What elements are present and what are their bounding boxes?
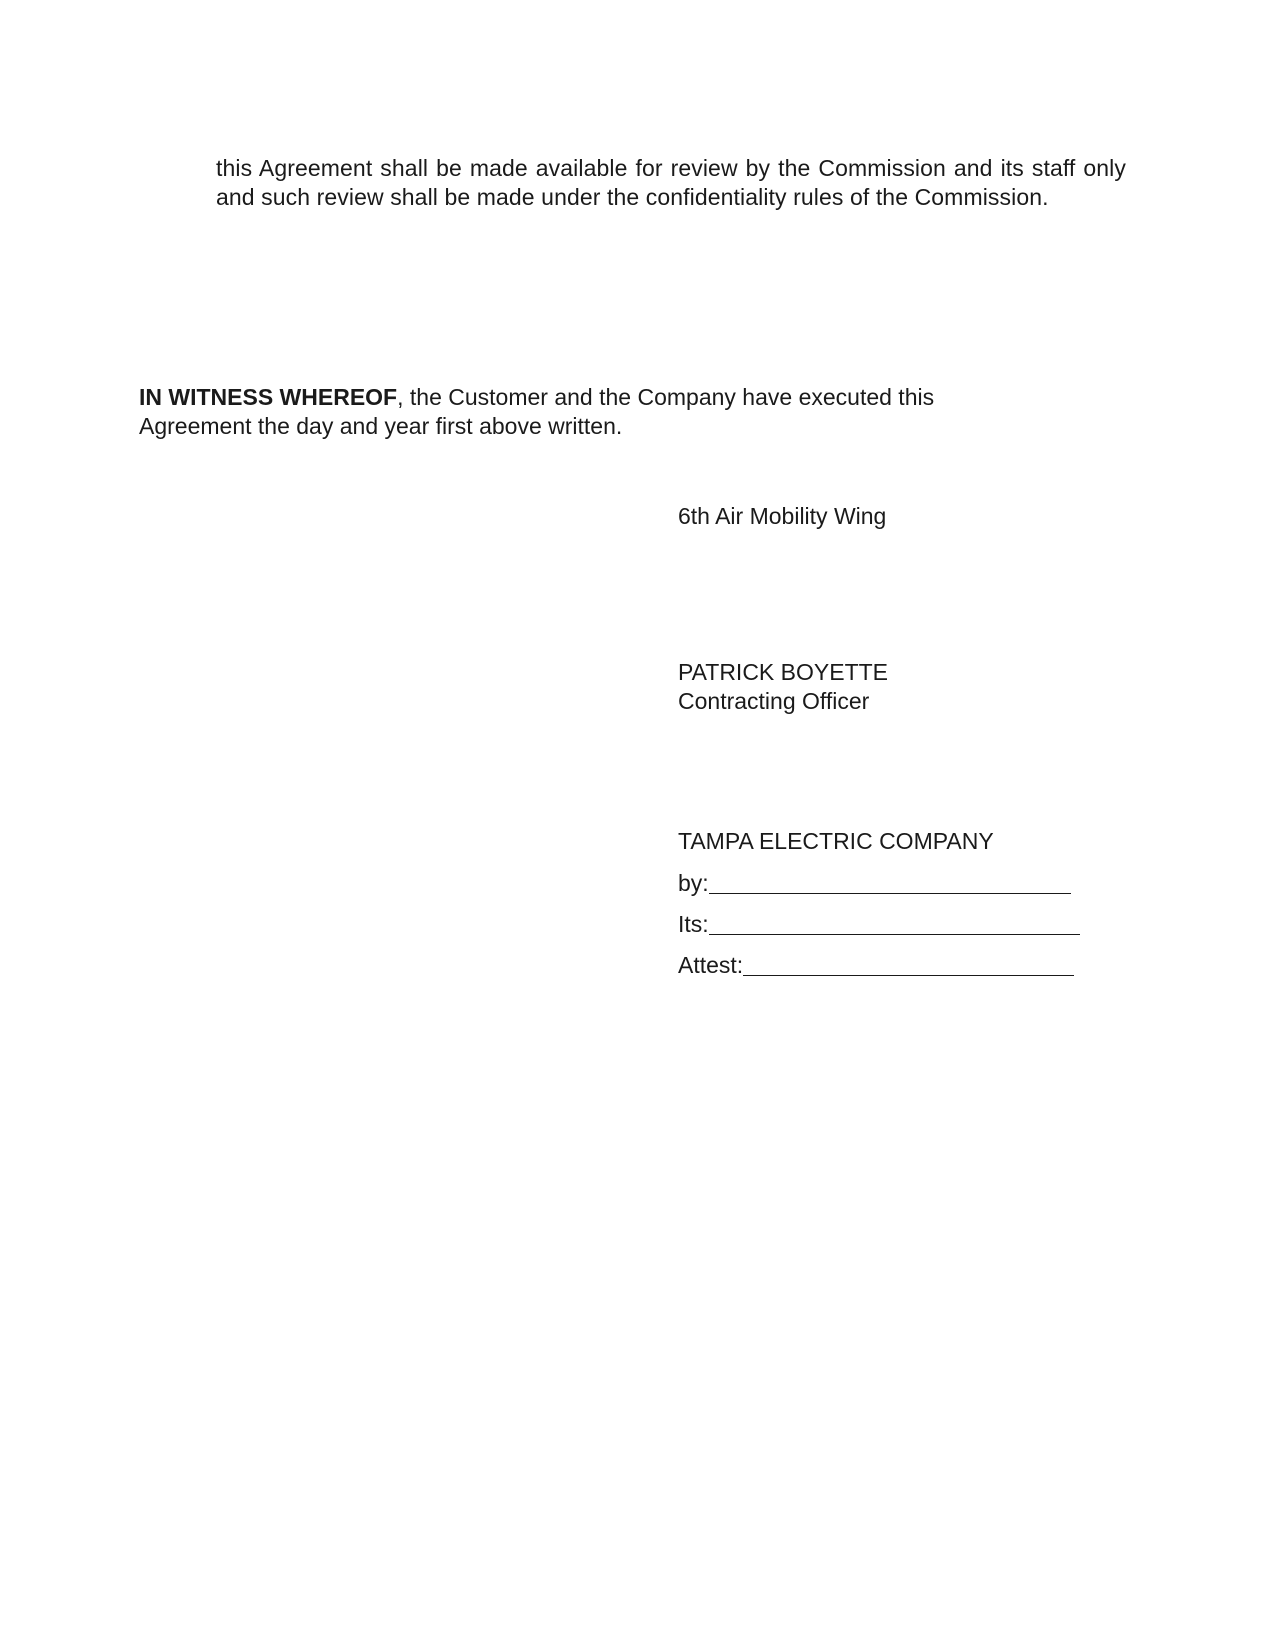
by-signature-rule (709, 892, 1071, 894)
attest-signature-rule (743, 974, 1074, 976)
customer-organization: 6th Air Mobility Wing (678, 503, 887, 529)
by-label: by: (678, 870, 709, 896)
attest-label: Attest: (678, 952, 744, 978)
witness-clause (139, 383, 1039, 441)
continued-paragraph: this Agreement shall be made available for review by the Commission and its staff only and such review shall be made under the confidentiality rules of the Commission. (216, 155, 1126, 210)
company-organization: TAMPA ELECTRIC COMPANY (678, 828, 994, 854)
witness-text: , the Customer and the Company have executed this Agreement the day and year first above written. (139, 384, 935, 439)
signer-name: PATRICK BOYETTE (678, 659, 889, 685)
its-label: Its: (678, 911, 709, 937)
its-signature-rule (709, 933, 1080, 935)
its-signature-line (678, 910, 1080, 939)
by-signature-line (678, 869, 1071, 898)
signer-title: Contracting Officer (678, 688, 870, 714)
witness-lead: IN WITNESS WHEREOF (139, 384, 398, 410)
attest-signature-line (678, 951, 1074, 980)
